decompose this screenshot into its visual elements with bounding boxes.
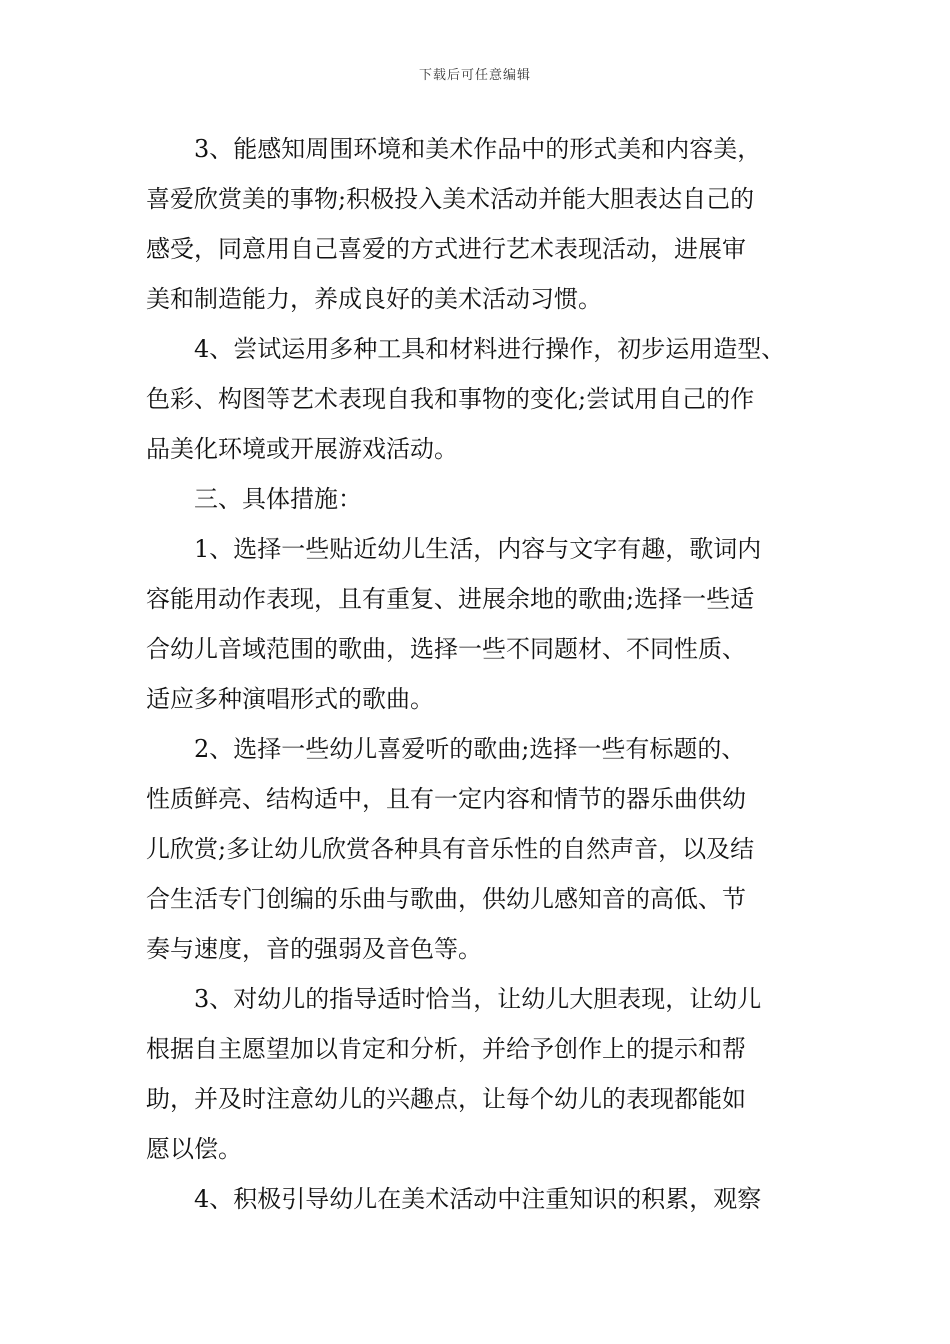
paragraph-line: 适应多种演唱形式的歌曲。 <box>146 685 434 713</box>
paragraph-line: 3、能感知周围环境和美术作品中的形式美和内容美， <box>194 135 762 163</box>
paragraph-line: 1、选择一些贴近幼儿生活，内容与文字有趣，歌词内 <box>194 535 762 563</box>
document-body <box>146 124 806 1224</box>
paragraph-line: 感受，同意用自己喜爱的方式进行艺术表现活动，进展审 <box>146 235 746 263</box>
paragraph-line: 助，并及时注意幼儿的兴趣点，让每个幼儿的表现都能如 <box>146 1085 746 1113</box>
paragraph-line: 美和制造能力，养成良好的美术活动习惯。 <box>146 285 602 313</box>
paragraph-line: 喜爱欣赏美的事物;积极投入美术活动并能大胆表达自己的 <box>146 185 755 213</box>
paragraph-line: 2、选择一些幼儿喜爱听的歌曲;选择一些有标题的、 <box>194 735 746 763</box>
paragraph-line: 合生活专门创编的乐曲与歌曲，供幼儿感知音的高低、节 <box>146 885 746 913</box>
page-header: 下载后可任意编辑 <box>418 68 531 83</box>
paragraph-line: 性质鲜亮、结构适中，且有一定内容和情节的器乐曲供幼 <box>146 785 746 813</box>
paragraph-line: 愿以偿。 <box>146 1135 242 1163</box>
paragraph-line: 儿欣赏;多让幼儿欣赏各种具有音乐性的自然声音，以及结 <box>146 835 755 863</box>
paragraph-line: 奏与速度，音的强弱及音色等。 <box>146 935 482 963</box>
paragraph-line: 品美化环境或开展游戏活动。 <box>146 435 458 463</box>
paragraph-line: 合幼儿音域范围的歌曲，选择一些不同题材、不同性质、 <box>146 635 746 663</box>
paragraph-line: 色彩、构图等艺术表现自我和事物的变化;尝试用自己的作 <box>146 385 755 413</box>
paragraph-line: 4、尝试运用多种工具和材料进行操作，初步运用造型、 <box>194 335 786 363</box>
section-heading: 三、具体措施： <box>194 485 362 513</box>
paragraph-line: 容能用动作表现，且有重复、进展余地的歌曲;选择一些适 <box>146 585 755 613</box>
paragraph-line: 根据自主愿望加以肯定和分析，并给予创作上的提示和帮 <box>146 1035 746 1063</box>
paragraph-line: 4、积极引导幼儿在美术活动中注重知识的积累，观察 <box>194 1185 762 1213</box>
paragraph-line: 3、对幼儿的指导适时恰当，让幼儿大胆表现，让幼儿 <box>194 985 762 1013</box>
